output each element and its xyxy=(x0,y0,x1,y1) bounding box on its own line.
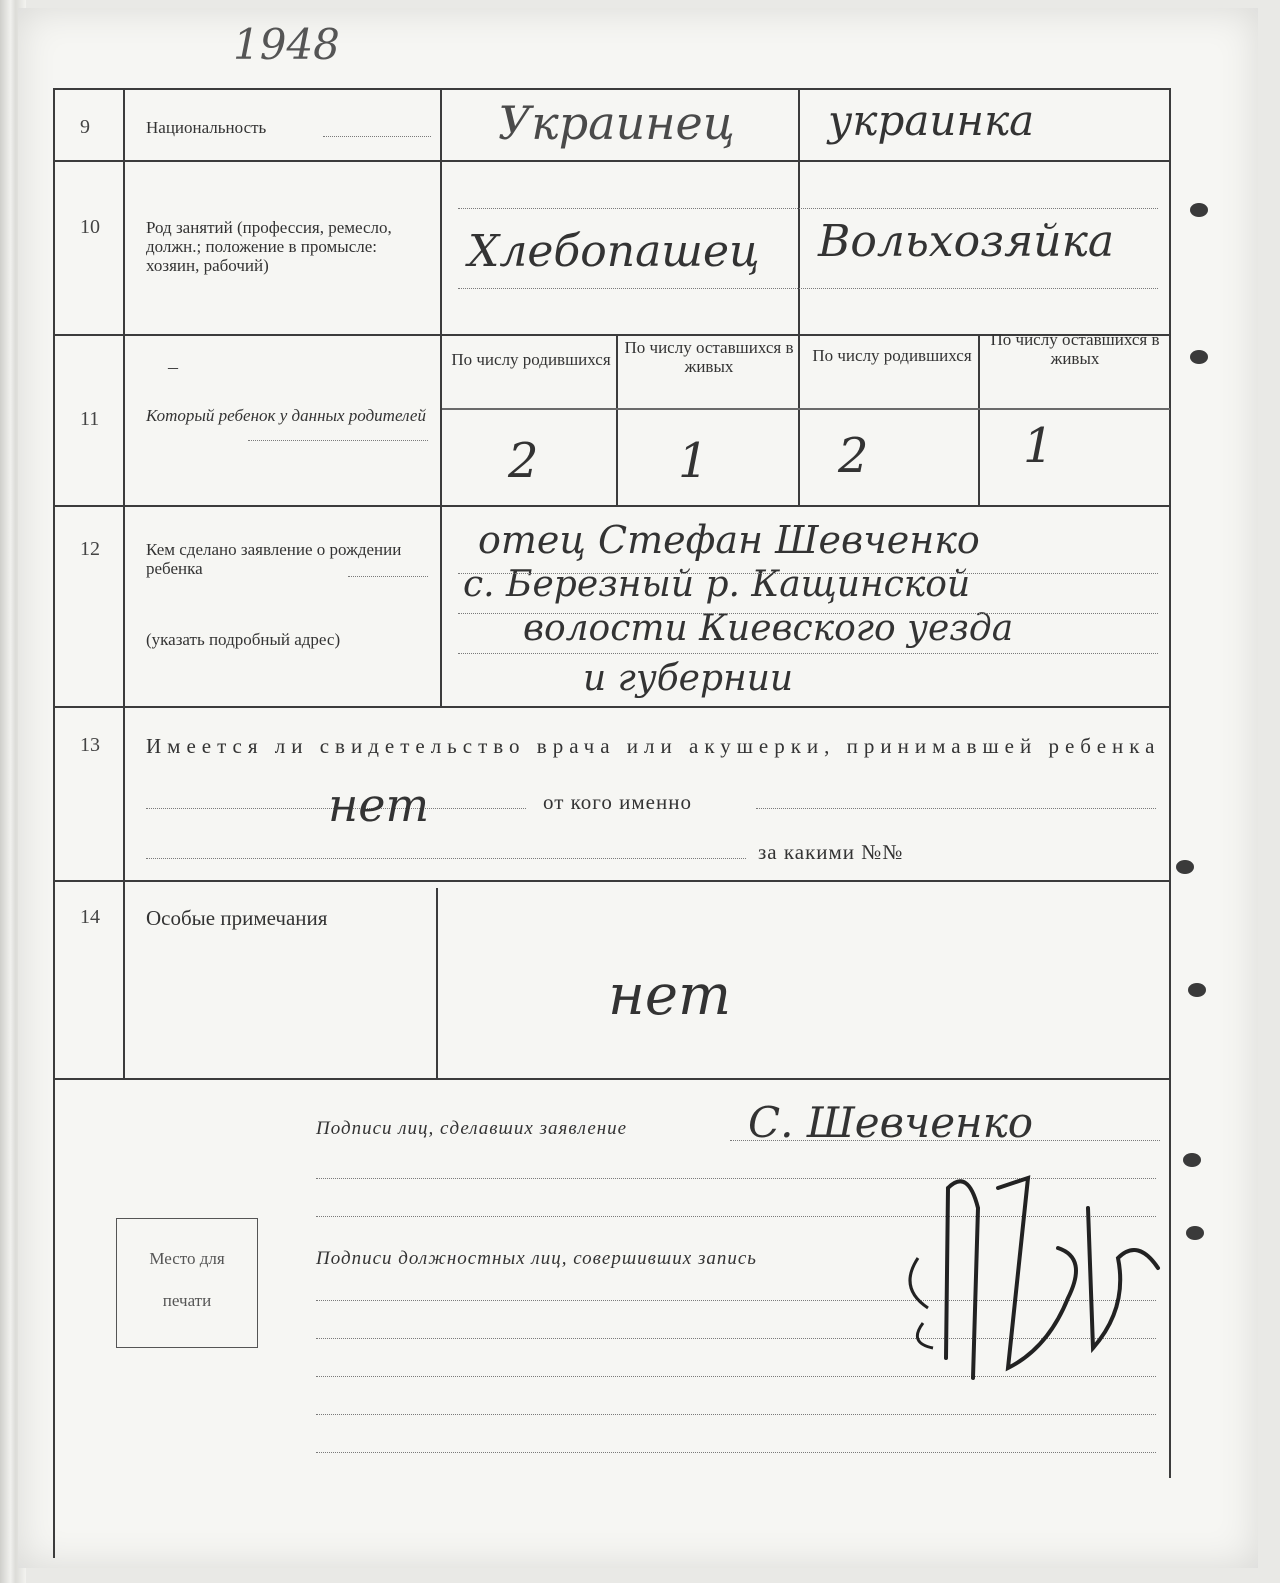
alive-count-father: 1 xyxy=(678,433,709,489)
alive-count-mother: 1 xyxy=(1023,418,1054,474)
header-alive-father: По числу оставшихся в живых xyxy=(624,338,794,376)
header-alive-mother: По числу оставшихся в живых xyxy=(990,330,1160,368)
row-13-question: Имеется ли свидетельство врача или акушерки, принимавшей ребенка xyxy=(146,734,1161,758)
row-10-label: Род занятий (профессия, ремесло, должн.; положение в промысле: хозяин, рабочий) xyxy=(146,218,392,275)
header-born-father: По числу родившихся xyxy=(451,350,611,369)
row-11-label: Который ребенок у данных родителей xyxy=(146,406,426,425)
row-13-number: 13 xyxy=(80,734,100,756)
row-10-number: 10 xyxy=(80,216,100,238)
row-9-label: Национальность xyxy=(146,118,267,137)
row-9-number: 9 xyxy=(80,116,90,138)
archive-number: 1948 xyxy=(233,20,340,69)
born-count-mother: 2 xyxy=(838,428,869,484)
applicant-signature: С. Шевченко xyxy=(748,1098,1034,1147)
applicant-line-2: с. Березный р. Кащинской xyxy=(463,564,971,605)
nationality-mother: украинка xyxy=(828,96,1035,145)
occupation-mother: Вольхозяйка xyxy=(818,216,1115,267)
header-born-mother: По числу родившихся xyxy=(812,346,972,365)
numbers-label: за какими №№ xyxy=(758,840,904,864)
applicant-line-4: и губернии xyxy=(583,658,794,699)
certificate-value: нет xyxy=(328,778,430,832)
applicant-line-1: отец Стефан Шевченко xyxy=(478,518,980,562)
row-12-label: Кем сделано заявление о рождении ребенка xyxy=(146,540,402,578)
stamp-box xyxy=(116,1218,258,1348)
row-11-number: 11 xyxy=(80,408,100,430)
remarks-value: нет xyxy=(608,963,732,1028)
stamp-label-2: печати xyxy=(162,1291,212,1310)
row-14-label: Особые примечания xyxy=(146,906,328,930)
row-14-number: 14 xyxy=(80,906,100,928)
from-whom-label: от кого именно xyxy=(543,790,692,814)
row-12-address-label: (указать подробный адрес) xyxy=(146,630,341,649)
document-page: 1948 9 Национальность Украинец украинка 10 Род занятий (профессия, ремесло, должн.; положение в промысле: хозяин, рабочий) Хлебопашец Вольхозяйка – 11 Который ребенок у данных родителей По числу родившихся По числу оставшихся в живых По числу родившихся По числу оставшихся в живых 2 1 2 1 12 Кем сделано заявление о рождении ребенка (указать подробный адрес) отец Стефан Шевченко с. Березный р. Кащинской волости Киевского уезда и губернии 13 Имеется ли свидетельство врача или акушерки, принимавшей ребенка нет от кого именно за какими №№ 14 Особые примечания нет Подписи лиц, сделавших заявление С. Шевченко Место для печати Подписи должностных лиц, совершивших запись xyxy=(18,8,1258,1568)
nationality-father: Украинец xyxy=(498,96,735,150)
stamp-label-1: Место для xyxy=(149,1249,225,1268)
applicant-line-3: волости Киевского уезда xyxy=(523,608,1014,649)
applicants-signature-label: Подписи лиц, сделавших заявление xyxy=(316,1118,628,1139)
official-signature xyxy=(888,1148,1168,1408)
row-12-number: 12 xyxy=(80,538,100,560)
occupation-father: Хлебопашец xyxy=(468,226,760,277)
officials-signature-label: Подписи должностных лиц, совершивших запись xyxy=(316,1248,757,1269)
born-count-father: 2 xyxy=(508,433,539,489)
